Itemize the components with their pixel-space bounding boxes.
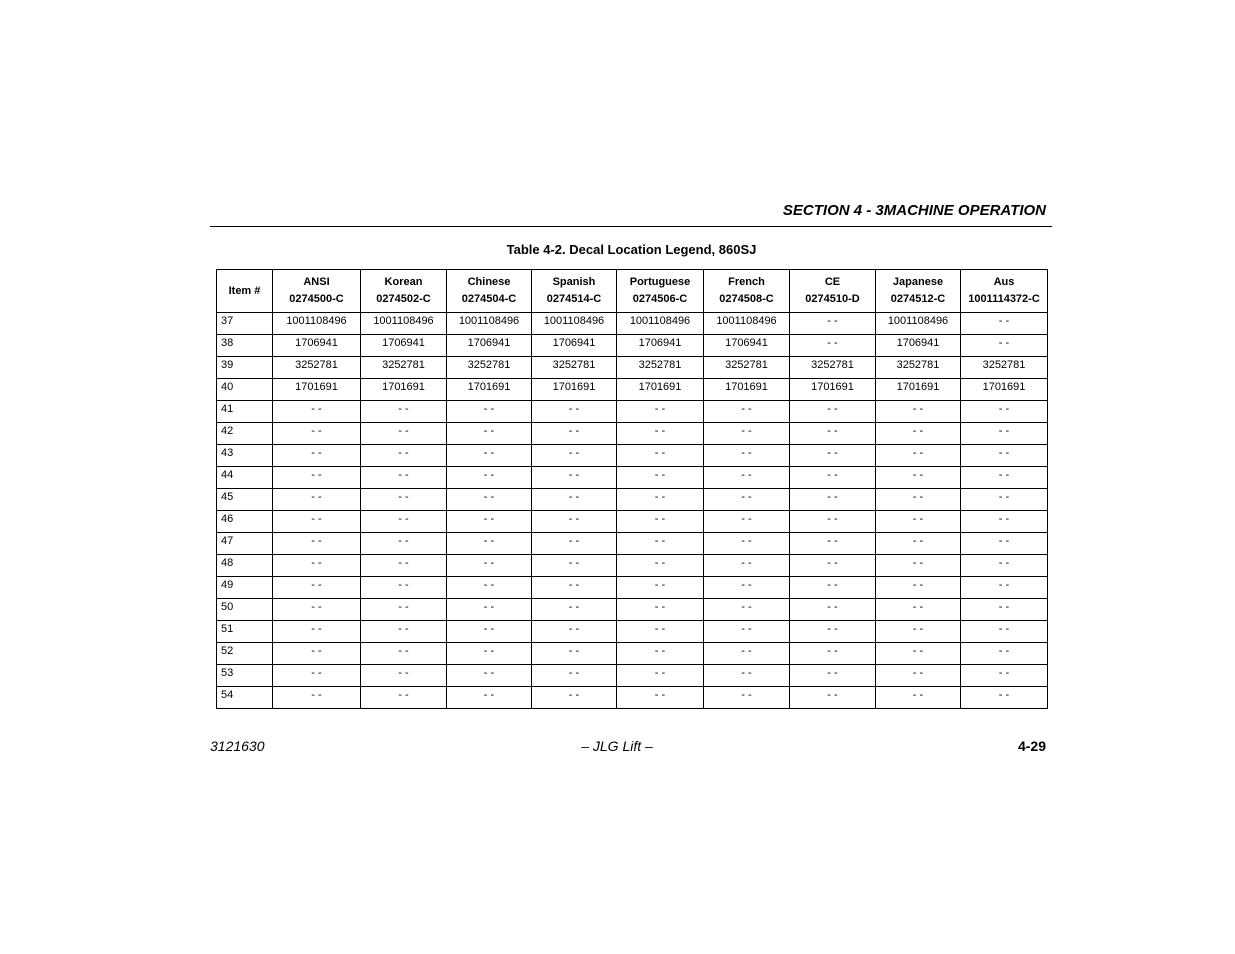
table-row <box>217 401 1048 423</box>
column-header-portuguese <box>617 270 704 313</box>
part-number-cell: - - <box>876 423 961 445</box>
part-number-cell: - - <box>273 665 361 687</box>
part-number-cell: - - <box>704 555 790 577</box>
part-number-cell: - - <box>532 687 617 709</box>
part-number-cell: - - <box>704 445 790 467</box>
part-number-cell: 3252781 <box>447 357 532 379</box>
part-number-cell: - - <box>361 467 447 489</box>
part-number-cell: - - <box>361 555 447 577</box>
table-row <box>217 379 1048 401</box>
part-number-cell: - - <box>273 401 361 423</box>
part-number-cell: 3252781 <box>876 357 961 379</box>
column-header-part-number: 0274512-C <box>890 293 946 305</box>
part-number-cell: - - <box>532 599 617 621</box>
item-number-cell: 39 <box>217 357 273 379</box>
part-number-cell: - - <box>617 599 704 621</box>
column-header-chinese <box>447 270 532 313</box>
part-number-cell: - - <box>617 401 704 423</box>
part-number-cell: - - <box>617 445 704 467</box>
part-number-cell: - - <box>790 533 876 555</box>
column-header-language: CE <box>824 276 841 288</box>
part-number-cell: - - <box>961 665 1048 687</box>
part-number-cell: - - <box>961 335 1048 357</box>
part-number-cell: - - <box>790 423 876 445</box>
table-row <box>217 643 1048 665</box>
part-number-cell: 1701691 <box>273 379 361 401</box>
part-number-cell: 3252781 <box>532 357 617 379</box>
part-number-cell: - - <box>361 401 447 423</box>
part-number-cell: 1001108496 <box>361 313 447 335</box>
part-number-cell: - - <box>790 445 876 467</box>
table-row <box>217 555 1048 577</box>
part-number-cell: - - <box>876 643 961 665</box>
part-number-cell: - - <box>790 401 876 423</box>
part-number-cell: - - <box>447 423 532 445</box>
part-number-cell: - - <box>273 511 361 533</box>
part-number-cell: - - <box>704 665 790 687</box>
column-header-part-number: 0274514-C <box>546 293 602 305</box>
item-number-cell: 41 <box>217 401 273 423</box>
part-number-cell: 1001108496 <box>447 313 532 335</box>
part-number-cell: - - <box>532 643 617 665</box>
column-header-item: Item # <box>217 270 273 313</box>
part-number-cell: - - <box>790 599 876 621</box>
part-number-cell: - - <box>617 467 704 489</box>
item-number-cell: 46 <box>217 511 273 533</box>
part-number-cell: 1701691 <box>790 379 876 401</box>
part-number-cell: - - <box>273 687 361 709</box>
part-number-cell: - - <box>447 489 532 511</box>
part-number-cell: 1001108496 <box>273 313 361 335</box>
part-number-cell: - - <box>876 687 961 709</box>
part-number-cell: - - <box>447 533 532 555</box>
part-number-cell: - - <box>617 687 704 709</box>
column-header-language: Aus <box>993 276 1015 288</box>
part-number-cell: 1706941 <box>361 335 447 357</box>
part-number-cell: - - <box>790 489 876 511</box>
part-number-cell: - - <box>273 467 361 489</box>
part-number-cell: - - <box>961 511 1048 533</box>
part-number-cell: - - <box>704 489 790 511</box>
table-row <box>217 599 1048 621</box>
item-number-cell: 50 <box>217 599 273 621</box>
item-number-cell: 38 <box>217 335 273 357</box>
part-number-cell: 1001108496 <box>876 313 961 335</box>
footer-title: – JLG Lift – <box>581 738 653 754</box>
part-number-cell: - - <box>876 467 961 489</box>
part-number-cell: - - <box>961 533 1048 555</box>
part-number-cell: 1706941 <box>704 335 790 357</box>
column-header-language: Spanish <box>552 276 596 288</box>
part-number-cell: 3252781 <box>361 357 447 379</box>
item-number-cell: 42 <box>217 423 273 445</box>
part-number-cell: - - <box>447 401 532 423</box>
part-number-cell: - - <box>704 533 790 555</box>
part-number-cell: - - <box>617 643 704 665</box>
part-number-cell: - - <box>876 511 961 533</box>
part-number-cell: - - <box>704 577 790 599</box>
part-number-cell: - - <box>447 665 532 687</box>
table-row <box>217 467 1048 489</box>
part-number-cell: - - <box>617 511 704 533</box>
header-divider <box>210 226 1052 227</box>
part-number-cell: - - <box>876 445 961 467</box>
part-number-cell: - - <box>876 621 961 643</box>
part-number-cell: - - <box>361 511 447 533</box>
table-row <box>217 423 1048 445</box>
part-number-cell: 1706941 <box>273 335 361 357</box>
part-number-cell: 1706941 <box>876 335 961 357</box>
item-number-cell: 48 <box>217 555 273 577</box>
part-number-cell: - - <box>361 423 447 445</box>
part-number-cell: - - <box>790 621 876 643</box>
part-number-cell: - - <box>961 445 1048 467</box>
part-number-cell: - - <box>704 687 790 709</box>
part-number-cell: - - <box>790 665 876 687</box>
part-number-cell: - - <box>617 665 704 687</box>
table-row <box>217 577 1048 599</box>
part-number-cell: - - <box>273 445 361 467</box>
column-header-part-number: 0274506-C <box>632 293 688 305</box>
part-number-cell: - - <box>704 467 790 489</box>
column-header-ce <box>790 270 876 313</box>
part-number-cell: 1701691 <box>617 379 704 401</box>
part-number-cell: - - <box>704 643 790 665</box>
part-number-cell: - - <box>532 577 617 599</box>
part-number-cell: - - <box>790 313 876 335</box>
table-row <box>217 621 1048 643</box>
part-number-cell: 3252781 <box>790 357 876 379</box>
part-number-cell: - - <box>447 687 532 709</box>
part-number-cell: - - <box>961 467 1048 489</box>
part-number-cell: 3252781 <box>961 357 1048 379</box>
part-number-cell: - - <box>617 621 704 643</box>
part-number-cell: 1701691 <box>961 379 1048 401</box>
item-number-cell: 43 <box>217 445 273 467</box>
item-number-cell: 51 <box>217 621 273 643</box>
part-number-cell: 1701691 <box>361 379 447 401</box>
part-number-cell: - - <box>617 489 704 511</box>
section-title: SECTION 4 - 3MACHINE OPERATION <box>782 202 1046 219</box>
part-number-cell: 1001108496 <box>617 313 704 335</box>
part-number-cell: - - <box>961 555 1048 577</box>
part-number-cell: - - <box>617 555 704 577</box>
column-header-ansi <box>273 270 361 313</box>
part-number-cell: - - <box>790 511 876 533</box>
part-number-cell: - - <box>617 533 704 555</box>
column-header-language: ANSI <box>303 276 330 288</box>
part-number-cell: - - <box>361 489 447 511</box>
item-number-cell: 47 <box>217 533 273 555</box>
part-number-cell: - - <box>961 401 1048 423</box>
column-header-language: Chinese <box>467 276 511 288</box>
part-number-cell: - - <box>961 599 1048 621</box>
part-number-cell: - - <box>447 467 532 489</box>
column-header-language: Korean <box>384 276 423 288</box>
part-number-cell: - - <box>876 599 961 621</box>
part-number-cell: - - <box>790 467 876 489</box>
part-number-cell: - - <box>532 401 617 423</box>
part-number-cell: - - <box>273 555 361 577</box>
table-row <box>217 511 1048 533</box>
part-number-cell: - - <box>876 577 961 599</box>
column-header-spanish <box>532 270 617 313</box>
item-number-cell: 54 <box>217 687 273 709</box>
part-number-cell: - - <box>876 555 961 577</box>
item-number-cell: 40 <box>217 379 273 401</box>
part-number-cell: - - <box>447 445 532 467</box>
part-number-cell: - - <box>704 621 790 643</box>
column-header-french <box>704 270 790 313</box>
part-number-cell: - - <box>961 423 1048 445</box>
part-number-cell: - - <box>532 467 617 489</box>
part-number-cell: 1701691 <box>532 379 617 401</box>
part-number-cell: 1001108496 <box>704 313 790 335</box>
part-number-cell: 1001108496 <box>532 313 617 335</box>
part-number-cell: - - <box>961 577 1048 599</box>
part-number-cell: - - <box>961 621 1048 643</box>
part-number-cell: - - <box>532 489 617 511</box>
part-number-cell: - - <box>361 599 447 621</box>
part-number-cell: - - <box>447 511 532 533</box>
part-number-cell: - - <box>361 577 447 599</box>
part-number-cell: - - <box>273 489 361 511</box>
part-number-cell: - - <box>617 423 704 445</box>
part-number-cell: - - <box>876 401 961 423</box>
column-header-language: Portuguese <box>629 276 691 288</box>
column-header-part-number: 0274510-D <box>805 293 860 305</box>
part-number-cell: 3252781 <box>704 357 790 379</box>
part-number-cell: - - <box>876 533 961 555</box>
part-number-cell: - - <box>532 511 617 533</box>
column-header-aus <box>961 270 1048 313</box>
part-number-cell: - - <box>361 665 447 687</box>
part-number-cell: - - <box>961 643 1048 665</box>
table-caption: Table 4-2. Decal Location Legend, 860SJ <box>506 242 757 257</box>
column-header-part-number: 0274504-C <box>461 293 517 305</box>
part-number-cell: 1706941 <box>447 335 532 357</box>
part-number-cell: - - <box>790 335 876 357</box>
table-row <box>217 665 1048 687</box>
part-number-cell: - - <box>532 665 617 687</box>
item-number-cell: 37 <box>217 313 273 335</box>
part-number-cell: - - <box>704 511 790 533</box>
part-number-cell: - - <box>361 445 447 467</box>
part-number-cell: - - <box>447 599 532 621</box>
part-number-cell: - - <box>876 489 961 511</box>
part-number-cell: - - <box>961 687 1048 709</box>
part-number-cell: - - <box>790 643 876 665</box>
part-number-cell: - - <box>273 621 361 643</box>
part-number-cell: - - <box>532 533 617 555</box>
decal-location-legend-table <box>216 269 1048 709</box>
part-number-cell: - - <box>704 401 790 423</box>
item-number-cell: 53 <box>217 665 273 687</box>
part-number-cell: - - <box>876 665 961 687</box>
table-row <box>217 489 1048 511</box>
table-row <box>217 445 1048 467</box>
table-body <box>217 313 1048 709</box>
part-number-cell: 1701691 <box>447 379 532 401</box>
part-number-cell: - - <box>961 489 1048 511</box>
part-number-cell: - - <box>532 555 617 577</box>
part-number-cell: - - <box>273 577 361 599</box>
table-row <box>217 533 1048 555</box>
column-header-japanese <box>876 270 961 313</box>
part-number-cell: - - <box>532 445 617 467</box>
column-header-language: French <box>728 276 765 288</box>
part-number-cell: - - <box>447 555 532 577</box>
part-number-cell: 1701691 <box>704 379 790 401</box>
part-number-cell: - - <box>447 621 532 643</box>
part-number-cell: - - <box>361 643 447 665</box>
part-number-cell: 1706941 <box>532 335 617 357</box>
column-header-language: Japanese <box>892 276 944 288</box>
column-header-part-number: 0274508-C <box>719 293 774 305</box>
part-number-cell: - - <box>361 533 447 555</box>
part-number-cell: - - <box>273 533 361 555</box>
table-row <box>217 687 1048 709</box>
table-header-row <box>217 270 1048 313</box>
item-number-cell: 44 <box>217 467 273 489</box>
part-number-cell: - - <box>790 577 876 599</box>
table-row <box>217 335 1048 357</box>
column-header-part-number: 1001114372-C <box>968 293 1040 305</box>
part-number-cell: 1701691 <box>876 379 961 401</box>
part-number-cell: - - <box>532 621 617 643</box>
part-number-cell: - - <box>790 555 876 577</box>
part-number-cell: 3252781 <box>617 357 704 379</box>
page-number: 4-29 <box>1017 738 1046 754</box>
part-number-cell: - - <box>704 599 790 621</box>
part-number-cell: - - <box>617 577 704 599</box>
item-number-cell: 45 <box>217 489 273 511</box>
table-row <box>217 357 1048 379</box>
column-header-part-number: 0274500-C <box>289 293 344 305</box>
part-number-cell: - - <box>532 423 617 445</box>
column-header-korean <box>361 270 447 313</box>
part-number-cell: - - <box>273 643 361 665</box>
part-number-cell: - - <box>273 423 361 445</box>
part-number-cell: 3252781 <box>273 357 361 379</box>
part-number-cell: - - <box>361 687 447 709</box>
part-number-cell: - - <box>361 621 447 643</box>
part-number-cell: - - <box>961 313 1048 335</box>
item-number-cell: 49 <box>217 577 273 599</box>
part-number-cell: - - <box>704 423 790 445</box>
document-number: 3121630 <box>210 738 265 754</box>
part-number-cell: - - <box>447 577 532 599</box>
column-header-part-number: 0274502-C <box>376 293 431 305</box>
part-number-cell: - - <box>790 687 876 709</box>
part-number-cell: - - <box>447 643 532 665</box>
part-number-cell: 1706941 <box>617 335 704 357</box>
item-number-cell: 52 <box>217 643 273 665</box>
part-number-cell: - - <box>273 599 361 621</box>
table-row <box>217 313 1048 335</box>
